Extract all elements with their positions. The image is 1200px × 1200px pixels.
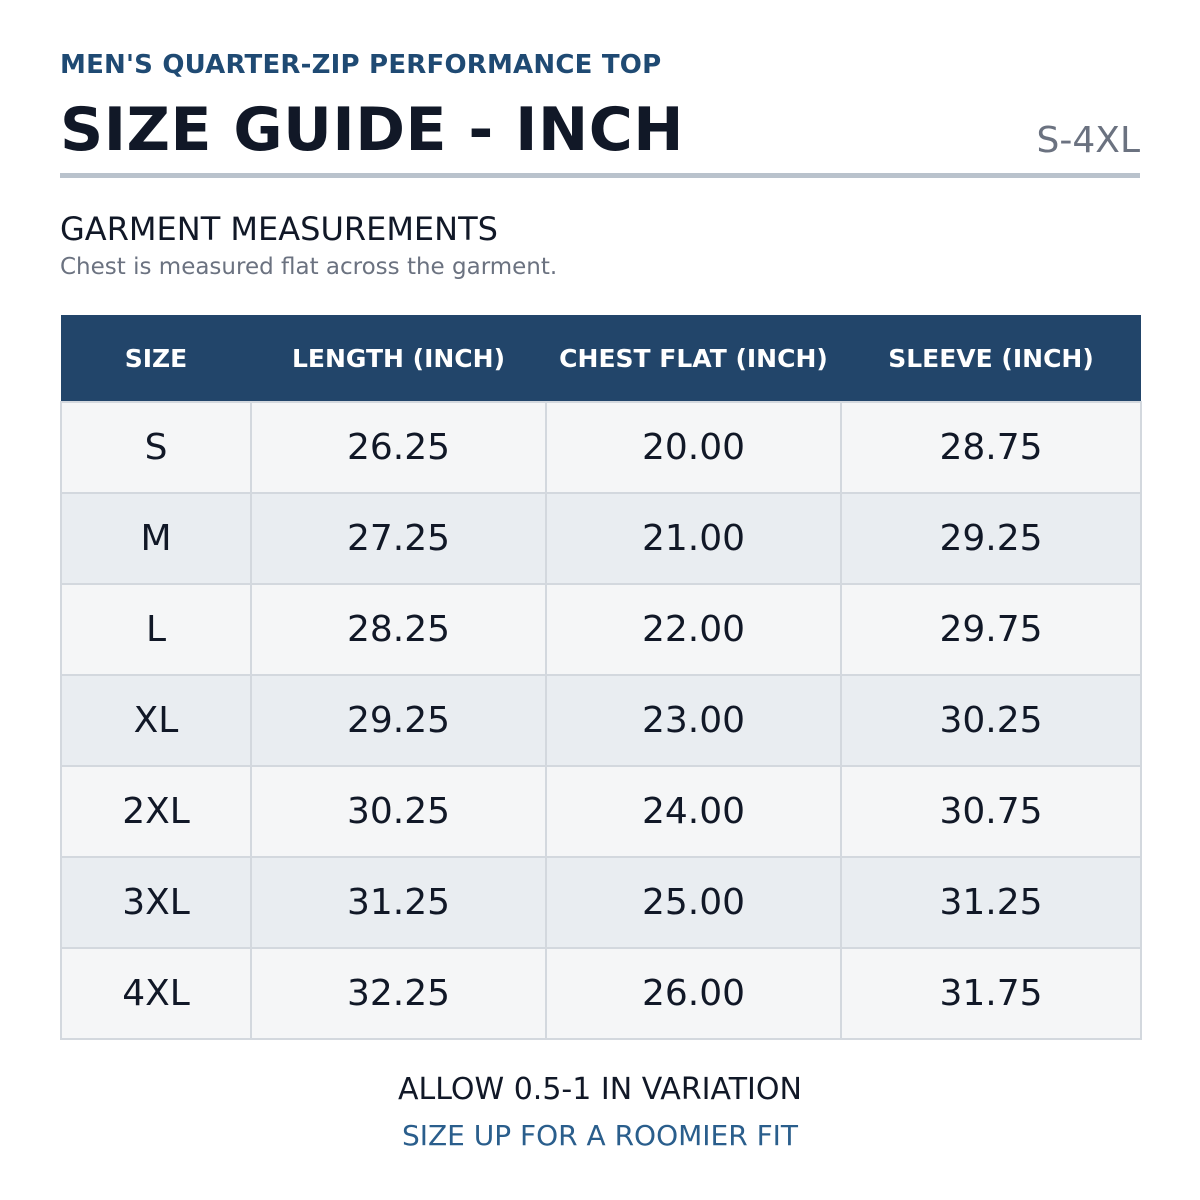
- table-row: [61, 857, 1141, 948]
- length-cell: 31.25: [251, 857, 546, 948]
- column-header-length: LENGTH (INCH): [251, 315, 546, 402]
- table-row: [61, 948, 1141, 1039]
- sleeve-cell: 30.75: [841, 766, 1141, 857]
- table-row: [61, 402, 1141, 493]
- size-cell: 4XL: [61, 948, 251, 1039]
- title-divider: [60, 173, 1140, 178]
- chest-flat-cell: 20.00: [546, 402, 841, 493]
- chest-flat-cell: 22.00: [546, 584, 841, 675]
- size-table: [60, 315, 1142, 1040]
- chest-flat-cell: 24.00: [546, 766, 841, 857]
- size-cell: 2XL: [61, 766, 251, 857]
- length-cell: 27.25: [251, 493, 546, 584]
- table-row: [61, 584, 1141, 675]
- size-cell: XL: [61, 675, 251, 766]
- fit-tip: SIZE UP FOR A ROOMIER FIT: [401, 1119, 799, 1152]
- table-row: [61, 766, 1141, 857]
- sleeve-cell: 30.25: [841, 675, 1141, 766]
- length-cell: 26.25: [251, 402, 546, 493]
- length-cell: 29.25: [251, 675, 546, 766]
- table-header-row: [61, 315, 1141, 402]
- section-title: GARMENT MEASUREMENTS: [60, 210, 498, 248]
- size-cell: 3XL: [61, 857, 251, 948]
- page-title: SIZE GUIDE - INCH: [60, 95, 684, 165]
- column-header-sleeve: SLEEVE (INCH): [841, 315, 1141, 402]
- variation-note: ALLOW 0.5-1 IN VARIATION: [398, 1072, 802, 1107]
- section-note: Chest is measured flat across the garment.: [60, 254, 558, 280]
- length-cell: 32.25: [251, 948, 546, 1039]
- chest-flat-cell: 23.00: [546, 675, 841, 766]
- sleeve-cell: 29.25: [841, 493, 1141, 584]
- size-range-label: S-4XL: [1036, 120, 1140, 161]
- size-guide-page: [60, 0, 1140, 1200]
- table-row: [61, 675, 1141, 766]
- size-cell: S: [61, 402, 251, 493]
- sleeve-cell: 31.75: [841, 948, 1141, 1039]
- sleeve-cell: 29.75: [841, 584, 1141, 675]
- column-header-chest-flat: CHEST FLAT (INCH): [546, 315, 841, 402]
- size-cell: M: [61, 493, 251, 584]
- column-header-size: SIZE: [61, 315, 251, 402]
- size-cell: L: [61, 584, 251, 675]
- product-subtitle: MEN'S QUARTER-ZIP PERFORMANCE TOP: [60, 50, 662, 80]
- chest-flat-cell: 21.00: [546, 493, 841, 584]
- sleeve-cell: 31.25: [841, 857, 1141, 948]
- table-row: [61, 493, 1141, 584]
- sleeve-cell: 28.75: [841, 402, 1141, 493]
- chest-flat-cell: 26.00: [546, 948, 841, 1039]
- length-cell: 30.25: [251, 766, 546, 857]
- chest-flat-cell: 25.00: [546, 857, 841, 948]
- length-cell: 28.25: [251, 584, 546, 675]
